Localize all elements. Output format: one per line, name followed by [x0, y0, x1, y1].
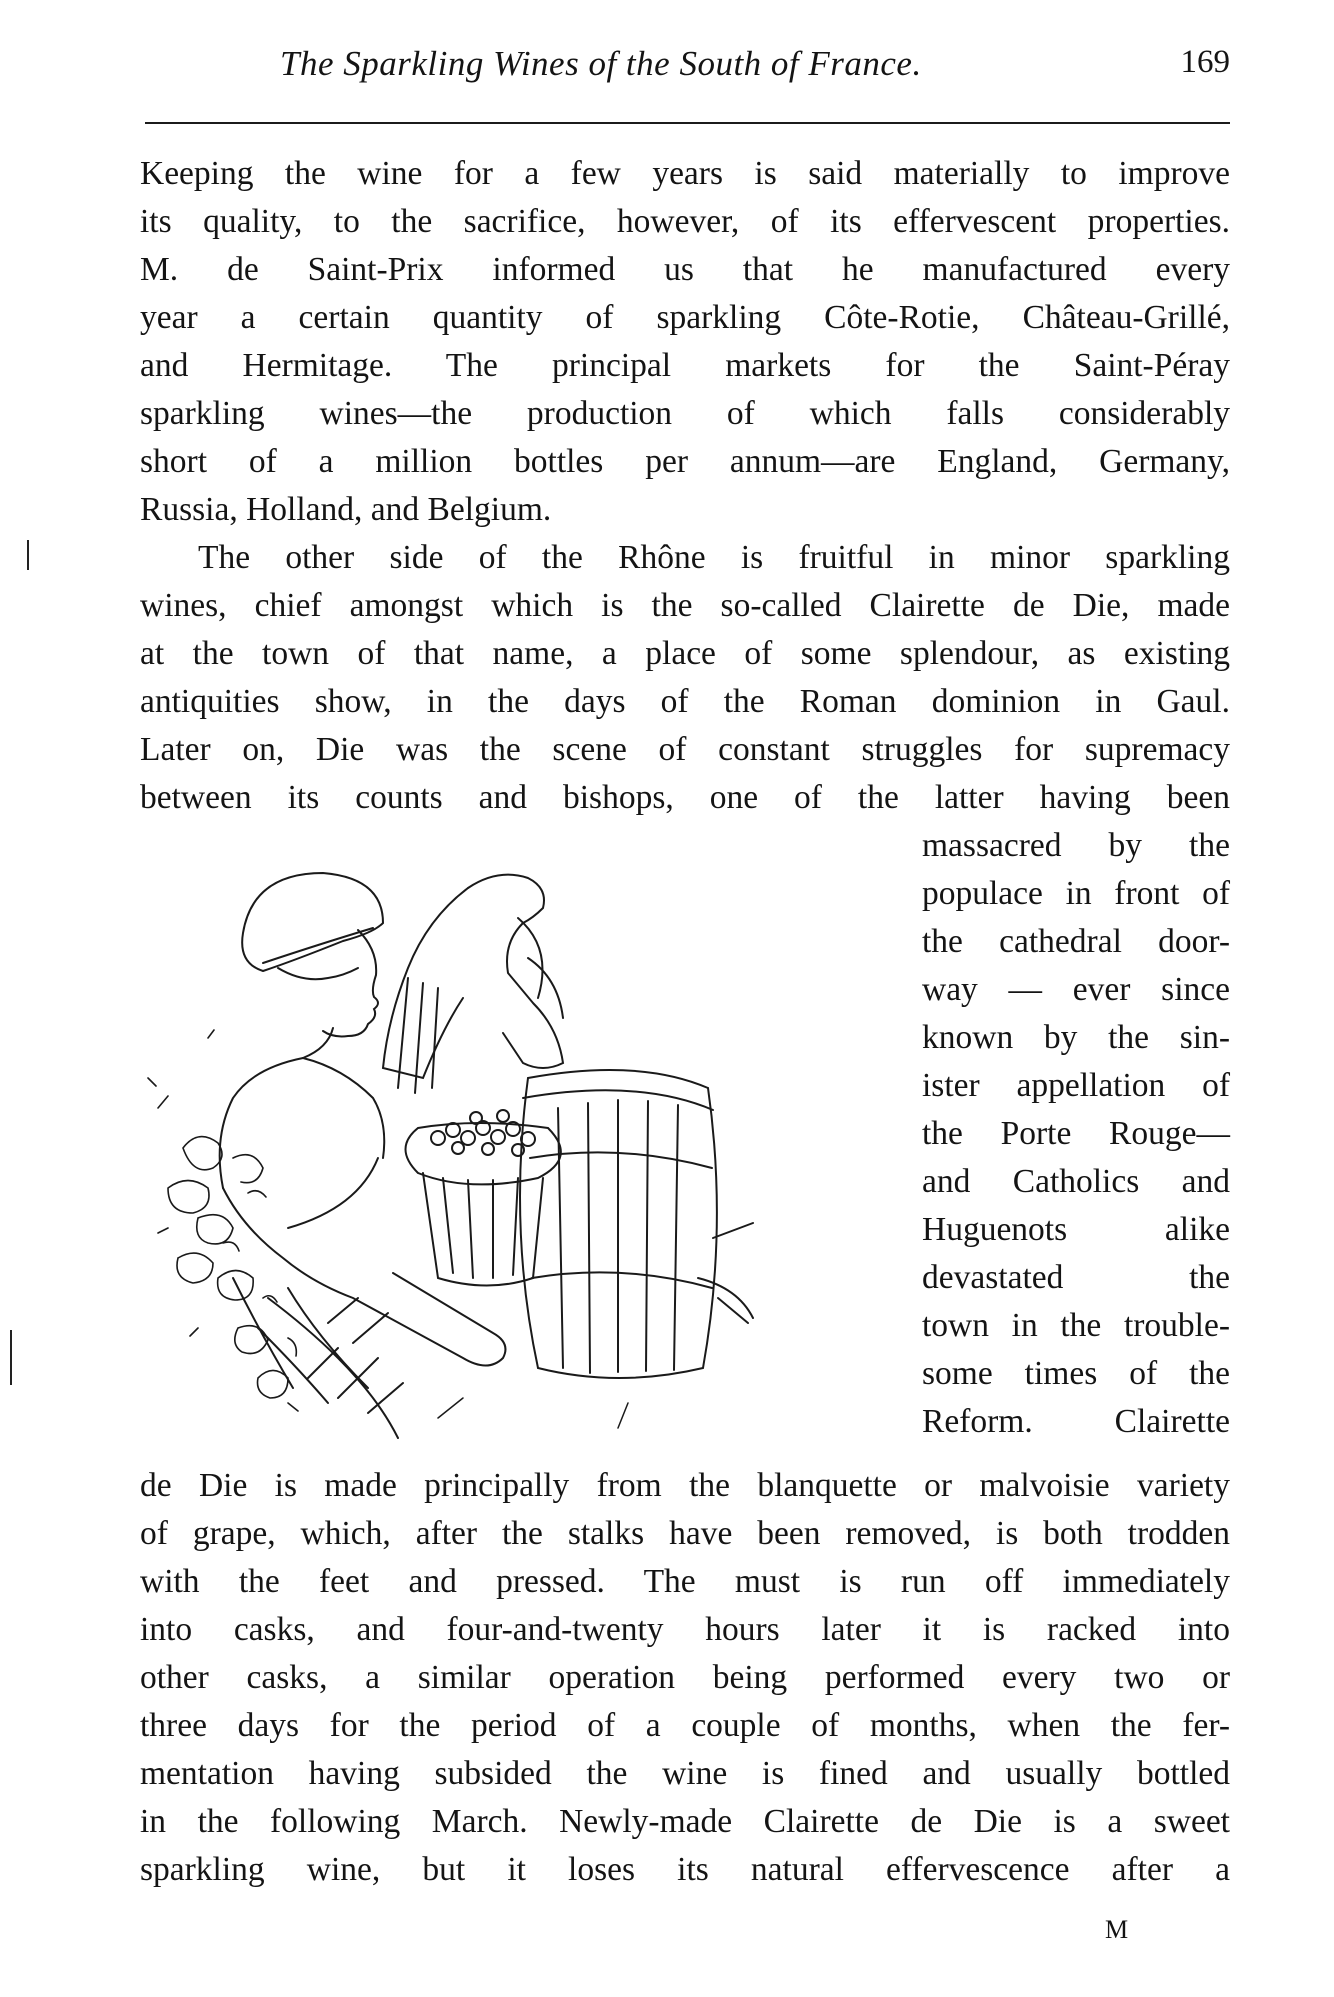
wrapped-text-column — [922, 822, 1230, 1446]
text-line: some times of the — [922, 1355, 1230, 1392]
text-line: Reform. Clairette — [922, 1403, 1230, 1440]
text-line: sparkling wine, but it loses its natural effervescence after a — [140, 1851, 1230, 1888]
text-line: Later on, Die was the scene of constant struggles for supremacy — [140, 731, 1230, 768]
text-line: massacred by the — [922, 827, 1230, 864]
text-line: of grape, which, after the stalks have been removed, is both trodden — [140, 1515, 1230, 1552]
text-line: at the town of that name, a place of some splendour, as existing — [140, 635, 1230, 672]
text-line: ister appellation of — [922, 1067, 1230, 1104]
text-line: wines, chief amongst which is the so-called Clairette de Die, made — [140, 587, 1230, 624]
text-line: and Hermitage. The principal markets for the Saint-Péray — [140, 347, 1230, 384]
text-line: its quality, to the sacrifice, however, of its effervescent properties. — [140, 203, 1230, 240]
header-rule — [145, 122, 1230, 124]
text-line: the cathedral door- — [922, 923, 1230, 960]
text-line: Keeping the wine for a few years is said materially to improve — [140, 155, 1230, 192]
grape-basket — [406, 1110, 561, 1286]
text-line: devastated the — [922, 1259, 1230, 1296]
text-line: Huguenots alike — [922, 1211, 1230, 1248]
text-line: Russia, Holland, and Belgium. — [140, 491, 552, 528]
page-header — [140, 44, 1230, 94]
text-line: way — ever since — [922, 971, 1230, 1008]
paragraph-1 — [140, 150, 1230, 534]
text-line: M. de Saint-Prix informed us that he manufactured every — [140, 251, 1230, 288]
text-line: other casks, a similar operation being performed every two or — [140, 1659, 1230, 1696]
text-line: year a certain quantity of sparkling Côte-Rotie, Château-Grillé, — [140, 299, 1230, 336]
wine-barrel — [520, 1070, 753, 1378]
text-line: with the feet and pressed. The must is run off immediately — [140, 1563, 1230, 1600]
text-line: and Catholics and — [922, 1163, 1230, 1200]
man-figure — [383, 875, 563, 1093]
text-line: The other side of the Rhône is fruitful in minor sparkling — [198, 539, 1230, 576]
vine-foliage — [148, 1030, 298, 1411]
text-line: three days for the period of a couple of months, when the fer- — [140, 1707, 1230, 1744]
margin-mark — [10, 1330, 12, 1385]
text-line: in the following March. Newly-made Clairette de Die is a sweet — [140, 1803, 1230, 1840]
running-title: The Sparkling Wines of the South of France. — [280, 44, 922, 83]
paragraph-2 — [140, 534, 1230, 822]
signature-mark: M — [1105, 1915, 1130, 1944]
text-line: mentation having subsided the wine is fined and usually bottled — [140, 1755, 1230, 1792]
text-line: between its counts and bishops, one of the latter having been — [140, 779, 1230, 816]
woman-figure — [220, 873, 506, 1438]
text-line: short of a million bottles per annum—are England, Germany, — [140, 443, 1230, 480]
grape-harvest-engraving — [138, 858, 898, 1463]
text-line: antiquities show, in the days of the Roman dominion in Gaul. — [140, 683, 1230, 720]
text-line: de Die is made principally from the blanquette or malvoisie variety — [140, 1467, 1230, 1504]
text-line: the Porte Rouge— — [922, 1115, 1230, 1152]
text-line: into casks, and four-and-twenty hours later it is racked into — [140, 1611, 1230, 1648]
page-number: 169 — [1180, 44, 1230, 80]
paragraph-3 — [140, 1462, 1230, 1894]
text-line: populace in front of — [922, 875, 1230, 912]
margin-mark — [27, 540, 29, 570]
text-line: known by the sin- — [922, 1019, 1230, 1056]
text-line: sparkling wines—the production of which falls considerably — [140, 395, 1230, 432]
text-line: town in the trouble- — [922, 1307, 1230, 1344]
